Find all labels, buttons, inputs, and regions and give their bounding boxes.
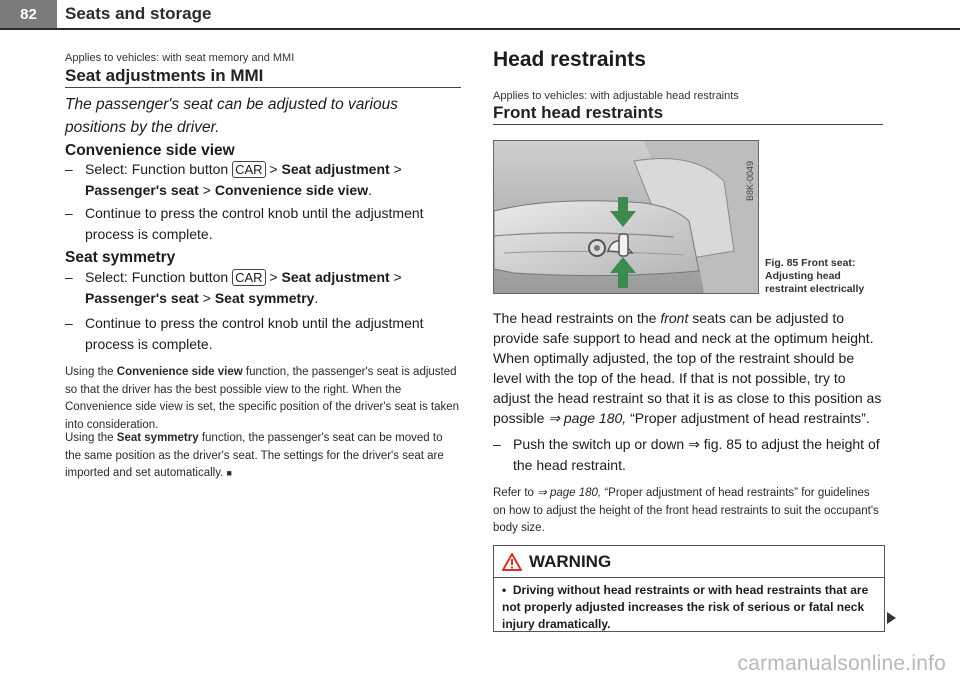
seat-illustration: [494, 141, 758, 293]
applies-note-left: Applies to vehicles: with seat memory and MMI: [65, 52, 295, 64]
section-rule: [65, 87, 461, 88]
watermark: carmanualsonline.info: [737, 652, 946, 675]
running-header: Seats and storage: [65, 4, 212, 23]
section-title-front-head-restraints: Front head restraints: [493, 103, 664, 122]
head-restraint-step: – Push the switch up or down ⇒ fig. 85 to adjust the height of the head restraint.: [493, 436, 880, 473]
note-convenience: Using the Convenience side view function, the passenger's seat is adjusted so that the driver has the best possible view to the right. When the Convenience side view is set, the specific position of the driver's seat is taken into consideration.: [65, 366, 460, 431]
symmetry-heading: Seat symmetry: [65, 249, 176, 266]
page-reference-link[interactable]: ⇒ page 180,: [537, 487, 602, 499]
figure-front-seat: [493, 140, 759, 294]
convenience-step-1: – Select: Function button CAR > Seat adjustment > Passenger's seat > Convenience side view.: [65, 161, 402, 198]
figure-caption: Fig. 85 Front seat: Adjusting head restraint electrically: [765, 257, 865, 295]
note-symmetry: Using the Seat symmetry function, the passenger's seat can be moved to the same position as the driver's seat. The settings for the driver's seat are imported and set automatically. ■: [65, 432, 444, 479]
section-title-seat-adjustments: Seat adjustments in MMI: [65, 66, 264, 85]
warning-text: • Driving without head restraints or with head restraints that are not properly adjusted increases the risk of serious or fatal neck injury dramatically.: [502, 583, 869, 631]
warning-box: [493, 545, 885, 632]
head-restraint-paragraph: The head restraints on the front seats can be adjusted to provide safe support to head and neck at the optimum height. When optimally adjusted, the top of the restraint should be level with the top of the head. If that is not possible, try to adjust the head restraint so that it is as close to this position as possible ⇒ page 180, “Proper adjustment of head restraints”.: [493, 310, 882, 426]
warning-triangle-icon: [502, 553, 522, 571]
symmetry-step-2: – Continue to press the control knob until the adjustment process is complete.: [65, 315, 424, 352]
header-rule: [0, 28, 960, 30]
continue-arrow-icon: [887, 612, 896, 624]
refer-note: Refer to ⇒ page 180, “Proper adjustment of head restraints” for guidelines on how to adjust the height of the front head restraints to suit the occupant's body size.: [493, 487, 879, 534]
page-reference-link[interactable]: ⇒ page 180,: [548, 410, 627, 426]
warning-header: WARNING: [494, 546, 884, 578]
intro-text: The passenger's seat can be adjusted to various positions by the driver.: [65, 96, 398, 136]
car-key-label: CAR: [232, 161, 265, 178]
section-rule: [493, 124, 883, 125]
convenience-heading: Convenience side view: [65, 142, 235, 159]
page-number: 82: [0, 0, 57, 29]
applies-note-right: Applies to vehicles: with adjustable head restraints: [493, 90, 739, 102]
image-code: B8K-0049: [745, 160, 755, 201]
convenience-step-2: – Continue to press the control knob until the adjustment process is complete.: [65, 205, 424, 242]
symmetry-step-1: – Select: Function button CAR > Seat adjustment > Passenger's seat > Seat symmetry.: [65, 269, 402, 306]
head-restraints-heading: Head restraints: [493, 48, 646, 71]
car-key-label: CAR: [232, 269, 265, 286]
